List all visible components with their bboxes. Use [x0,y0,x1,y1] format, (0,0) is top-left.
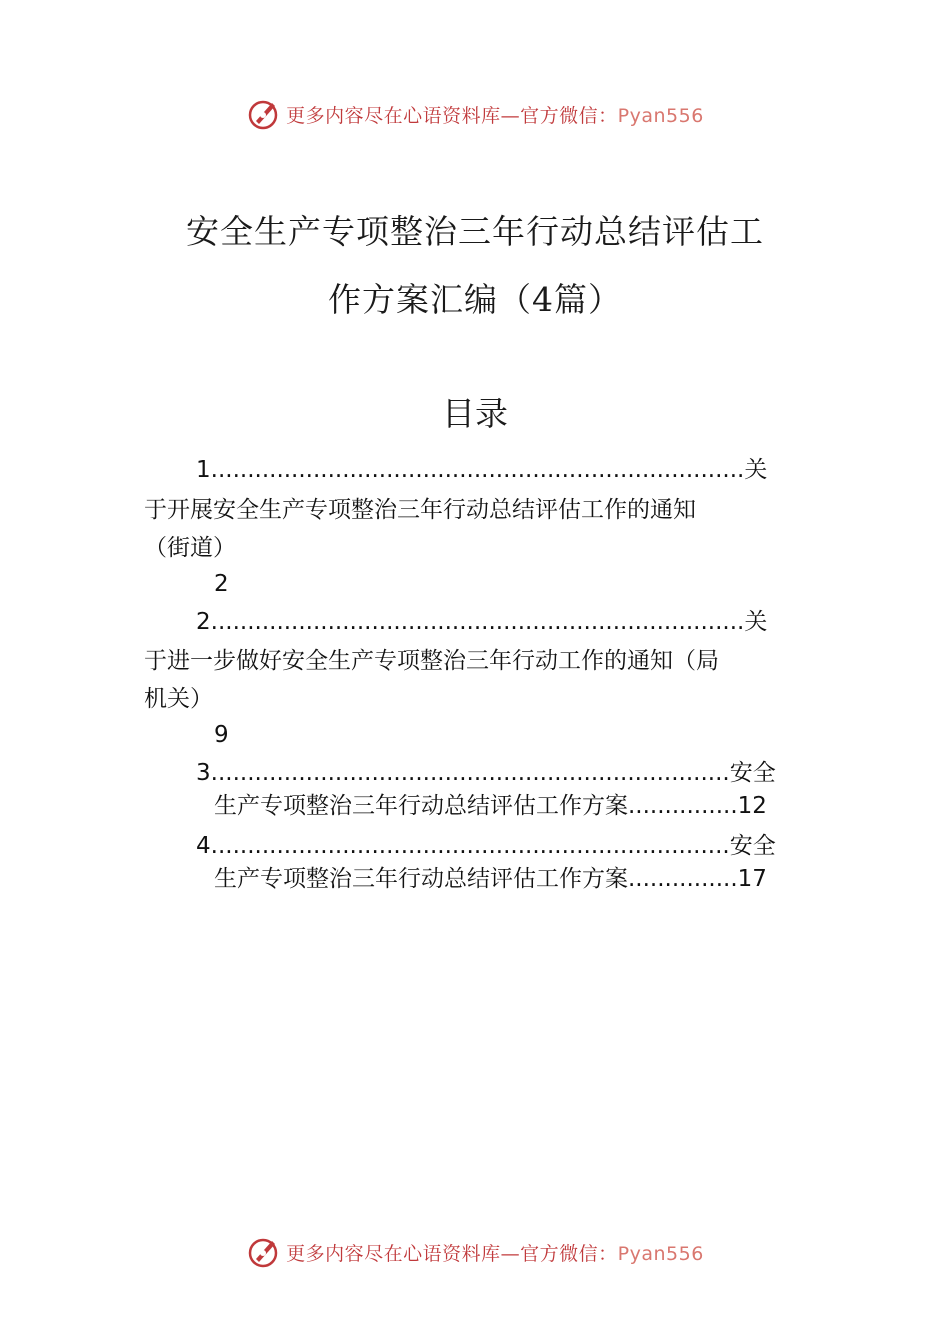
toc-entry-number: 2 [196,609,211,635]
watermark-banner-bottom [0,1232,950,1272]
toc-entry-3-line-2 [214,791,767,821]
toc-entry-2-line-1[interactable] [196,607,767,637]
toc-dot-leader: ............... [628,866,738,892]
toc-entry-page: 12 [737,793,767,819]
toc-heading: 目录 [442,394,508,433]
toc-entry-text: 生产专项整治三年行动总结评估工作方案 [214,866,628,892]
toc-entry-text: 生产专项整治三年行动总结评估工作方案 [214,793,628,819]
watermark-text: 更多内容尽在心语资料库—官方微信：Pyan556 [286,1242,704,1265]
document-title-line-2: 作方案汇编（4篇） [328,280,622,319]
toc-entry-number: 1 [196,457,211,483]
toc-entry-1-line-3: （街道） [144,535,236,561]
toc-entry-number: 4 [196,833,211,859]
toc-dot-leader: ....................................................................... [210,760,730,786]
toc-entry-3-line-1[interactable] [196,758,776,788]
toc-entry-text: 关 [744,609,768,635]
toc-entry-page: 17 [737,866,767,892]
toc-entry-2-line-2: 于进一步做好安全生产专项整治三年行动工作的通知（局 [144,648,719,674]
toc-dot-leader: ......................................................................... [210,457,745,483]
toc-dot-leader: ....................................................................... [210,833,730,859]
pen-seal-icon [246,97,280,131]
toc-entry-text: 安全 [729,833,776,859]
watermark-banner-top [0,94,950,134]
toc-entry-1-line-2: 于开展安全生产专项整治三年行动总结评估工作的通知 [144,497,696,523]
toc-entry-4-line-1[interactable] [196,831,776,861]
toc-entry-2-page: 9 [214,722,229,748]
toc-entry-text: 关 [744,457,768,483]
watermark-text: 更多内容尽在心语资料库—官方微信：Pyan556 [286,104,704,127]
toc-entry-text: 安全 [729,760,776,786]
toc-entry-1-line-1[interactable] [196,455,767,485]
toc-dot-leader: ............... [628,793,738,819]
document-title-line-1: 安全生产专项整治三年行动总结评估工 [186,212,764,251]
toc-entry-2-line-3: 机关） [144,686,213,712]
toc-entry-1-page: 2 [214,571,229,597]
pen-seal-icon [246,1235,280,1269]
toc-dot-leader: ......................................................................... [210,609,745,635]
toc-entry-number: 3 [196,760,211,786]
toc-entry-4-line-2 [214,864,767,894]
